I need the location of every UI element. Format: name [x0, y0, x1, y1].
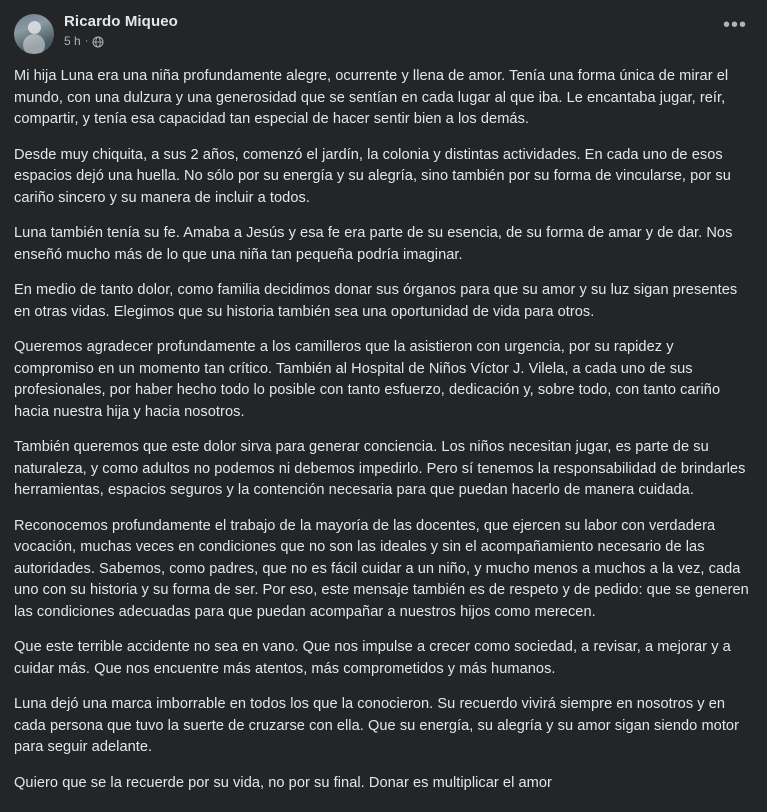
post-paragraph: En medio de tanto dolor, como familia decidimos donar sus órganos para que su amor y su luz sigan presentes en otras vidas. Elegimos que su historia también sea una oportunidad de vida para otros. — [14, 282, 738, 320]
post-paragraph: Desde muy chiquita, a sus 2 años, comenzó el jardín, la colonia y distintas actividades. En cada uno de esos espacios dejó una huella. No sólo por su energía y su alegría, sino también por su forma de vincularse, por su cariño sincero y su manera de incluir a todos. — [14, 146, 731, 206]
post-paragraph: También queremos que este dolor sirva para generar conciencia. Los niños necesitan jugar, es parte de su naturaleza, y como adultos no podemos ni debemos impedirlo. Pero sí tenemos la responsabilidad de brindarles herramientas, espacios seguros y la contención necesaria para que puedan hacerlo de manera cuidada. — [14, 439, 746, 498]
post-options-menu-icon[interactable]: ••• — [722, 14, 747, 36]
post-author-name[interactable]: Ricardo Miqueo — [64, 13, 178, 30]
avatar[interactable] — [14, 14, 54, 54]
post-paragraph: Que este terrible accidente no sea en vano. Que nos impulse a crecer como sociedad, a revisar, a mejorar y a cuidar más. Que nos encuentre más atentos, más comprometidos y más humanos. — [14, 639, 731, 677]
post-timestamp[interactable]: 5 h — [64, 34, 81, 48]
meta-separator: · — [84, 35, 89, 47]
post-paragraph: Reconocemos profundamente el trabajo de la mayoría de las docentes, que ejercen su labor con verdadera vocación, muchas veces en condiciones que no son las ideales y sin el acompañamiento necesario de las autoridades. Sabemos, como padres, que no es fácil cuidar a un niño, y mucho menos a muchos a la vez, cada uno con su historia y su forma de ser. Por eso, este mensaje también es de respeto y de pedido: que se generen las condiciones adecuadas para que puedan acompañar a nuestros hijos como merecen. — [14, 517, 749, 620]
post-paragraph: Luna dejó una marca imborrable en todos los que la conocieron. Su recuerdo vivirá siempre en nosotros y en cada persona que tuvo la suerte de cruzarse con ella. Que su energía, su alegría y su amor sigan siendo motor para seguir adelante. — [14, 696, 740, 755]
post-paragraph: Mi hija Luna era una niña profundamente alegre, ocurrente y llena de amor. Tenía una forma única de mirar el mundo, con una dulzura y una generosidad que se sentían en cada lugar al que iba. Le encantaba jugar, reír, compartir, y tenía esa capacidad tan especial de hacer sentir bien a los demás. — [14, 68, 729, 127]
post-paragraph: Luna también tenía su fe. Amaba a Jesús y esa fe era parte de su esencia, de su forma de amar y de dar. Nos enseñó mucho más de lo que una niña tan pequeña podría imaginar. — [14, 225, 733, 263]
post-author-block — [64, 12, 717, 49]
post-paragraph: Quiero que se la recuerde por su vida, no por su final. Donar es multiplicar el amor — [14, 774, 552, 791]
post-meta — [64, 34, 717, 49]
globe-icon[interactable] — [92, 36, 104, 48]
post-body — [0, 58, 767, 794]
post-header — [0, 0, 767, 58]
post-paragraph: Queremos agradecer profundamente a los camilleros que la asistieron con urgencia, por su rapidez y compromiso en un momento tan crítico. También al Hospital de Niños Víctor J. Vilela, a cada uno de sus profesionales, por haber hecho todo lo posible con tanto esfuerzo, dedicación y, sobre todo, con tanto cariño hacia nuestra hija y hacia nosotros. — [14, 339, 721, 420]
